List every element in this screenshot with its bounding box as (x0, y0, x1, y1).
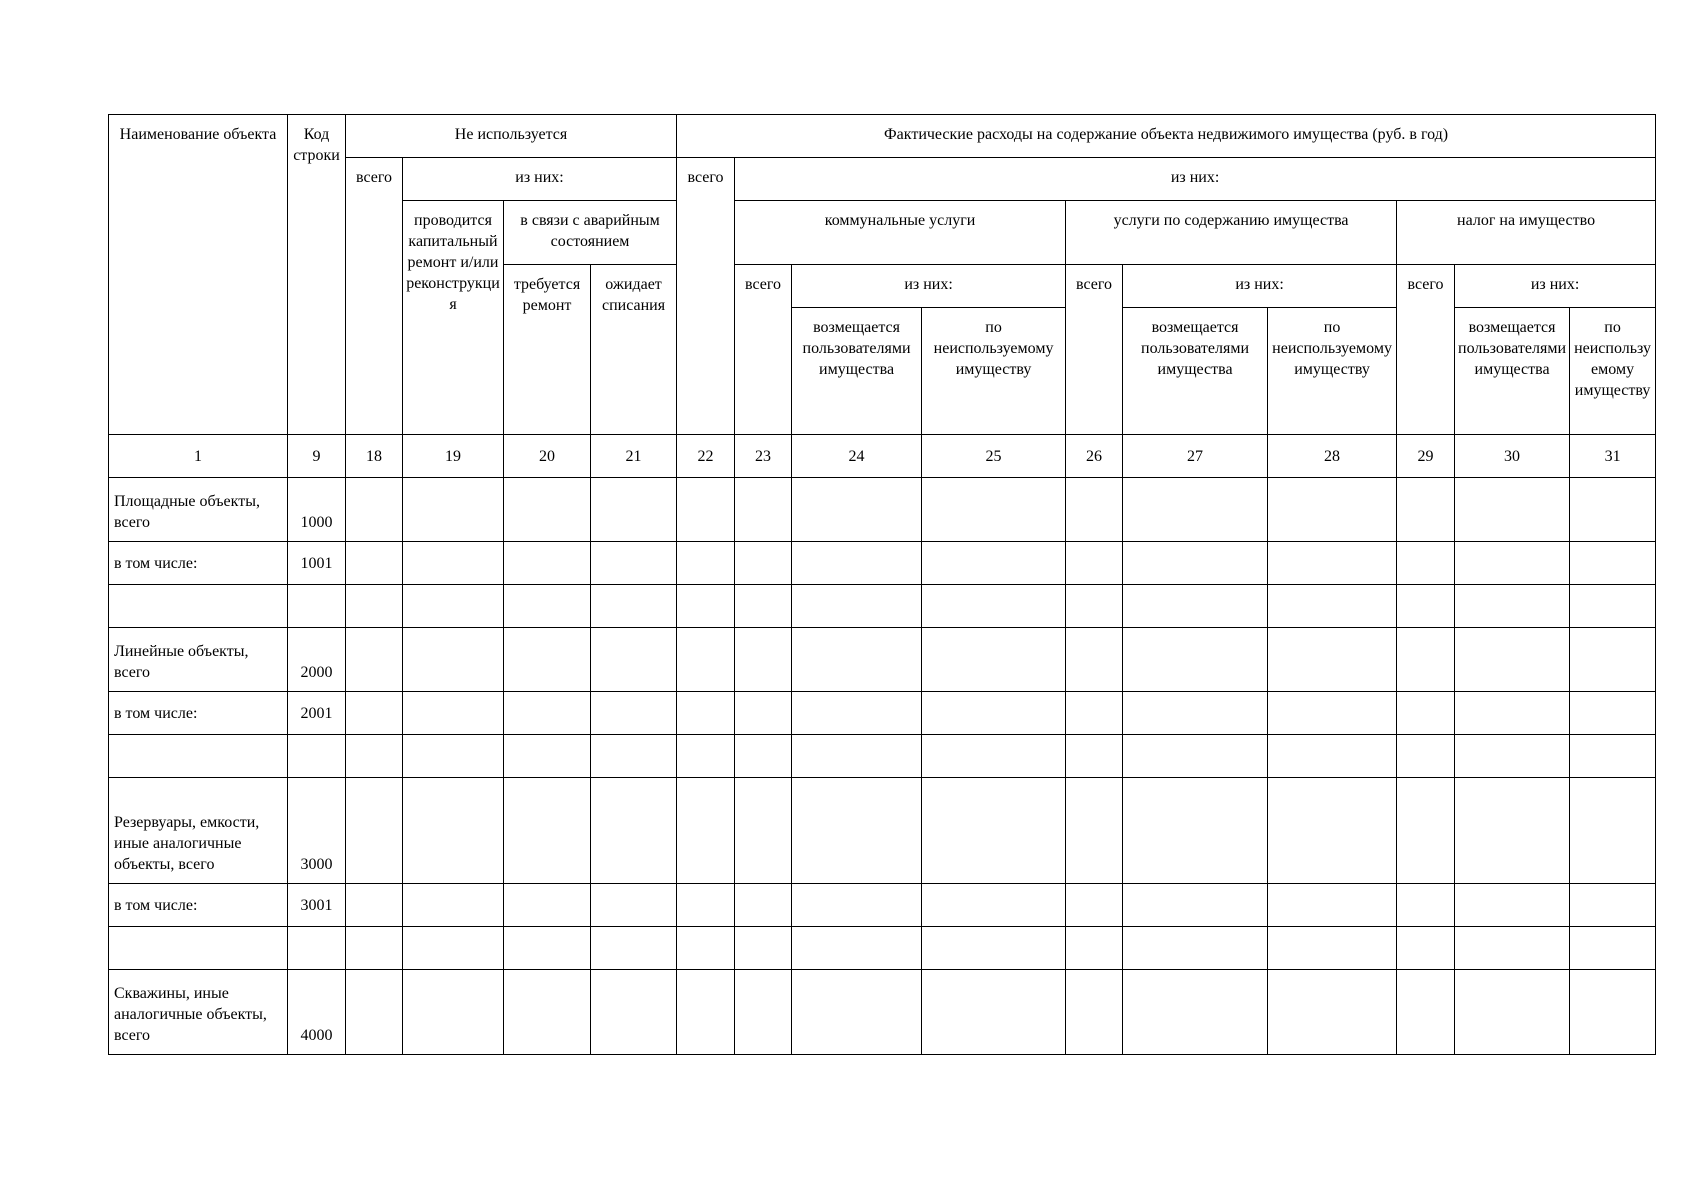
row-code: 2001 (288, 692, 346, 735)
value-cell[interactable] (1066, 692, 1123, 735)
value-cell[interactable] (1123, 692, 1268, 735)
table-row (109, 542, 1656, 585)
column-number: 27 (1123, 435, 1268, 478)
row-code (288, 735, 346, 778)
value-cell[interactable] (403, 735, 504, 778)
value-cell[interactable] (1455, 735, 1570, 778)
value-cell[interactable] (1397, 735, 1455, 778)
value-cell[interactable] (403, 585, 504, 628)
value-cell[interactable] (1268, 478, 1397, 542)
header-maintenance-services: услуги по содержанию имущества (1066, 201, 1397, 265)
row-code: 3000 (288, 778, 346, 884)
value-cell[interactable] (504, 970, 591, 1055)
column-numbers-row (109, 435, 1656, 478)
value-cell[interactable] (504, 778, 591, 884)
row-name: Скважины, иные аналогичные объекты, всего (109, 970, 288, 1055)
value-cell[interactable] (677, 735, 735, 778)
value-cell[interactable] (1123, 542, 1268, 585)
column-number: 25 (922, 435, 1066, 478)
value-cell[interactable] (504, 478, 591, 542)
value-cell[interactable] (1397, 970, 1455, 1055)
value-cell[interactable] (1066, 585, 1123, 628)
value-cell[interactable] (1397, 778, 1455, 884)
value-cell[interactable] (922, 778, 1066, 884)
value-cell[interactable] (1397, 585, 1455, 628)
value-cell[interactable] (1268, 585, 1397, 628)
value-cell[interactable] (591, 970, 677, 1055)
value-cell[interactable] (677, 884, 735, 927)
value-cell[interactable] (504, 884, 591, 927)
row-name: в том числе: (109, 884, 288, 927)
value-cell[interactable] (504, 628, 591, 692)
header-utilities-reimbursed: возмещается пользователями имущества (792, 308, 922, 435)
value-cell[interactable] (1268, 884, 1397, 927)
value-cell[interactable] (403, 628, 504, 692)
row-code (288, 927, 346, 970)
value-cell[interactable] (1455, 970, 1570, 1055)
column-number: 23 (735, 435, 792, 478)
value-cell[interactable] (591, 585, 677, 628)
value-cell[interactable] (792, 778, 922, 884)
value-cell[interactable] (1268, 970, 1397, 1055)
value-cell[interactable] (1397, 542, 1455, 585)
column-number: 30 (1455, 435, 1570, 478)
value-cell[interactable] (504, 735, 591, 778)
value-cell[interactable] (591, 884, 677, 927)
header-object-name: Наименование объекта (109, 115, 288, 435)
table-row (109, 585, 1656, 628)
value-cell[interactable] (1455, 542, 1570, 585)
value-cell[interactable] (792, 927, 922, 970)
value-cell[interactable] (403, 884, 504, 927)
column-number: 24 (792, 435, 922, 478)
value-cell[interactable] (1570, 735, 1656, 778)
value-cell[interactable] (922, 692, 1066, 735)
header-awaiting-writeoff: ожидает списания (591, 265, 677, 435)
value-cell[interactable] (346, 478, 403, 542)
value-cell[interactable] (591, 778, 677, 884)
value-cell[interactable] (1397, 628, 1455, 692)
value-cell[interactable] (1123, 478, 1268, 542)
value-cell[interactable] (792, 692, 922, 735)
value-cell[interactable] (735, 628, 792, 692)
value-cell[interactable] (677, 585, 735, 628)
value-cell[interactable] (1268, 778, 1397, 884)
value-cell[interactable] (1268, 692, 1397, 735)
header-maintenance-total: всего (1066, 265, 1123, 435)
value-cell[interactable] (403, 927, 504, 970)
value-cell[interactable] (1570, 628, 1656, 692)
value-cell[interactable] (677, 542, 735, 585)
value-cell[interactable] (504, 927, 591, 970)
value-cell[interactable] (792, 542, 922, 585)
value-cell[interactable] (735, 478, 792, 542)
value-cell[interactable] (677, 628, 735, 692)
row-name: Резервуары, емкости, иные аналогичные объекты, всего (109, 778, 288, 884)
value-cell[interactable] (1397, 884, 1455, 927)
value-cell[interactable] (735, 542, 792, 585)
row-code: 4000 (288, 970, 346, 1055)
value-cell[interactable] (346, 927, 403, 970)
row-name: в том числе: (109, 692, 288, 735)
value-cell[interactable] (1268, 542, 1397, 585)
value-cell[interactable] (346, 735, 403, 778)
table-row (109, 478, 1656, 542)
value-cell[interactable] (403, 478, 504, 542)
value-cell[interactable] (1455, 478, 1570, 542)
value-cell[interactable] (346, 628, 403, 692)
value-cell[interactable] (677, 778, 735, 884)
value-cell[interactable] (591, 478, 677, 542)
column-number: 22 (677, 435, 735, 478)
value-cell[interactable] (1455, 884, 1570, 927)
header-property-tax: налог на имущество (1397, 201, 1656, 265)
value-cell[interactable] (1123, 778, 1268, 884)
value-cell[interactable] (1268, 735, 1397, 778)
value-cell[interactable] (922, 970, 1066, 1055)
value-cell[interactable] (1066, 628, 1123, 692)
value-cell[interactable] (1570, 478, 1656, 542)
value-cell[interactable] (1066, 778, 1123, 884)
value-cell[interactable] (792, 735, 922, 778)
header-maintenance-unused: по неиспользуемому имуществу (1268, 308, 1397, 435)
header-row-code: Код строки (288, 115, 346, 435)
value-cell[interactable] (1066, 970, 1123, 1055)
value-cell[interactable] (1570, 692, 1656, 735)
table-body (109, 478, 1656, 1055)
column-number: 26 (1066, 435, 1123, 478)
value-cell[interactable] (735, 692, 792, 735)
value-cell[interactable] (591, 735, 677, 778)
column-number: 19 (403, 435, 504, 478)
value-cell[interactable] (922, 585, 1066, 628)
value-cell[interactable] (735, 778, 792, 884)
header-maintenance-of-which: из них: (1123, 265, 1397, 308)
header-costs-total: всего (677, 158, 735, 435)
value-cell[interactable] (922, 884, 1066, 927)
value-cell[interactable] (735, 585, 792, 628)
value-cell[interactable] (504, 585, 591, 628)
table-row (109, 778, 1656, 884)
header-utilities-of-which: из них: (792, 265, 1066, 308)
table-row (109, 927, 1656, 970)
header-not-used-total: всего (346, 158, 403, 435)
header-not-used-of-which: из них: (403, 158, 677, 201)
value-cell[interactable] (1123, 585, 1268, 628)
value-cell[interactable] (1570, 778, 1656, 884)
value-cell[interactable] (1455, 628, 1570, 692)
value-cell[interactable] (1123, 735, 1268, 778)
value-cell[interactable] (1066, 927, 1123, 970)
row-code: 2000 (288, 628, 346, 692)
column-number: 21 (591, 435, 677, 478)
value-cell[interactable] (1397, 927, 1455, 970)
value-cell[interactable] (1455, 927, 1570, 970)
column-number: 1 (109, 435, 288, 478)
value-cell[interactable] (1455, 778, 1570, 884)
value-cell[interactable] (346, 778, 403, 884)
row-code: 3001 (288, 884, 346, 927)
value-cell[interactable] (346, 585, 403, 628)
value-cell[interactable] (1397, 478, 1455, 542)
column-number: 9 (288, 435, 346, 478)
value-cell[interactable] (1066, 735, 1123, 778)
value-cell[interactable] (1570, 542, 1656, 585)
value-cell[interactable] (1397, 692, 1455, 735)
row-name (109, 585, 288, 628)
value-cell[interactable] (346, 884, 403, 927)
value-cell[interactable] (677, 692, 735, 735)
value-cell[interactable] (346, 542, 403, 585)
value-cell[interactable] (591, 692, 677, 735)
header-actual-costs: Фактические расходы на содержание объекта недвижимого имущества (руб. в год) (677, 115, 1656, 158)
value-cell[interactable] (922, 628, 1066, 692)
value-cell[interactable] (1123, 884, 1268, 927)
report-table (108, 114, 1656, 1055)
header-utilities-total: всего (735, 265, 792, 435)
value-cell[interactable] (792, 478, 922, 542)
value-cell[interactable] (1123, 927, 1268, 970)
column-number: 28 (1268, 435, 1397, 478)
header-costs-of-which: из них: (735, 158, 1656, 201)
table-row (109, 735, 1656, 778)
value-cell[interactable] (735, 884, 792, 927)
value-cell[interactable] (403, 778, 504, 884)
row-name: Линейные объекты, всего (109, 628, 288, 692)
value-cell[interactable] (403, 970, 504, 1055)
value-cell[interactable] (922, 542, 1066, 585)
value-cell[interactable] (922, 478, 1066, 542)
column-number: 20 (504, 435, 591, 478)
table-row (109, 970, 1656, 1055)
column-number: 31 (1570, 435, 1656, 478)
header-tax-unused: по неиспользуемому имуществу (1570, 308, 1656, 435)
header-maintenance-reimbursed: возмещается пользователями имущества (1123, 308, 1268, 435)
value-cell[interactable] (1570, 884, 1656, 927)
value-cell[interactable] (922, 735, 1066, 778)
value-cell[interactable] (504, 542, 591, 585)
value-cell[interactable] (1268, 628, 1397, 692)
value-cell[interactable] (346, 692, 403, 735)
value-cell[interactable] (1455, 692, 1570, 735)
value-cell[interactable] (591, 628, 677, 692)
row-name (109, 735, 288, 778)
value-cell[interactable] (677, 478, 735, 542)
value-cell[interactable] (591, 927, 677, 970)
value-cell[interactable] (1268, 927, 1397, 970)
value-cell[interactable] (1455, 585, 1570, 628)
value-cell[interactable] (1066, 542, 1123, 585)
header-utilities-unused: по неиспользуемому имуществу (922, 308, 1066, 435)
value-cell[interactable] (735, 927, 792, 970)
header-tax-reimbursed: возмещается пользователями имущества (1455, 308, 1570, 435)
table-row (109, 692, 1656, 735)
header-emergency: в связи с аварийным состоянием (504, 201, 677, 265)
value-cell[interactable] (1570, 585, 1656, 628)
row-code: 1000 (288, 478, 346, 542)
header-capital-repair: проводится капитальный ремонт и/или реконструкция (403, 201, 504, 435)
row-name (109, 927, 288, 970)
value-cell[interactable] (1123, 628, 1268, 692)
value-cell[interactable] (677, 970, 735, 1055)
column-number: 29 (1397, 435, 1455, 478)
row-code: 1001 (288, 542, 346, 585)
value-cell[interactable] (1570, 970, 1656, 1055)
value-cell[interactable] (735, 735, 792, 778)
value-cell[interactable] (677, 927, 735, 970)
row-code (288, 585, 346, 628)
value-cell[interactable] (735, 970, 792, 1055)
value-cell[interactable] (1570, 927, 1656, 970)
value-cell[interactable] (504, 692, 591, 735)
value-cell[interactable] (922, 927, 1066, 970)
value-cell[interactable] (346, 970, 403, 1055)
value-cell[interactable] (1066, 884, 1123, 927)
value-cell[interactable] (792, 884, 922, 927)
header-utilities: коммунальные услуги (735, 201, 1066, 265)
column-number: 18 (346, 435, 403, 478)
value-cell[interactable] (1123, 970, 1268, 1055)
value-cell[interactable] (792, 970, 922, 1055)
table-row (109, 884, 1656, 927)
row-name: в том числе: (109, 542, 288, 585)
row-name: Площадные объекты, всего (109, 478, 288, 542)
value-cell[interactable] (1066, 478, 1123, 542)
value-cell[interactable] (792, 585, 922, 628)
value-cell[interactable] (403, 692, 504, 735)
header-repair-required: требуется ремонт (504, 265, 591, 435)
value-cell[interactable] (591, 542, 677, 585)
value-cell[interactable] (403, 542, 504, 585)
header-tax-total: всего (1397, 265, 1455, 435)
value-cell[interactable] (792, 628, 922, 692)
header-tax-of-which: из них: (1455, 265, 1656, 308)
table-row (109, 628, 1656, 692)
header-not-used: Не используется (346, 115, 677, 158)
